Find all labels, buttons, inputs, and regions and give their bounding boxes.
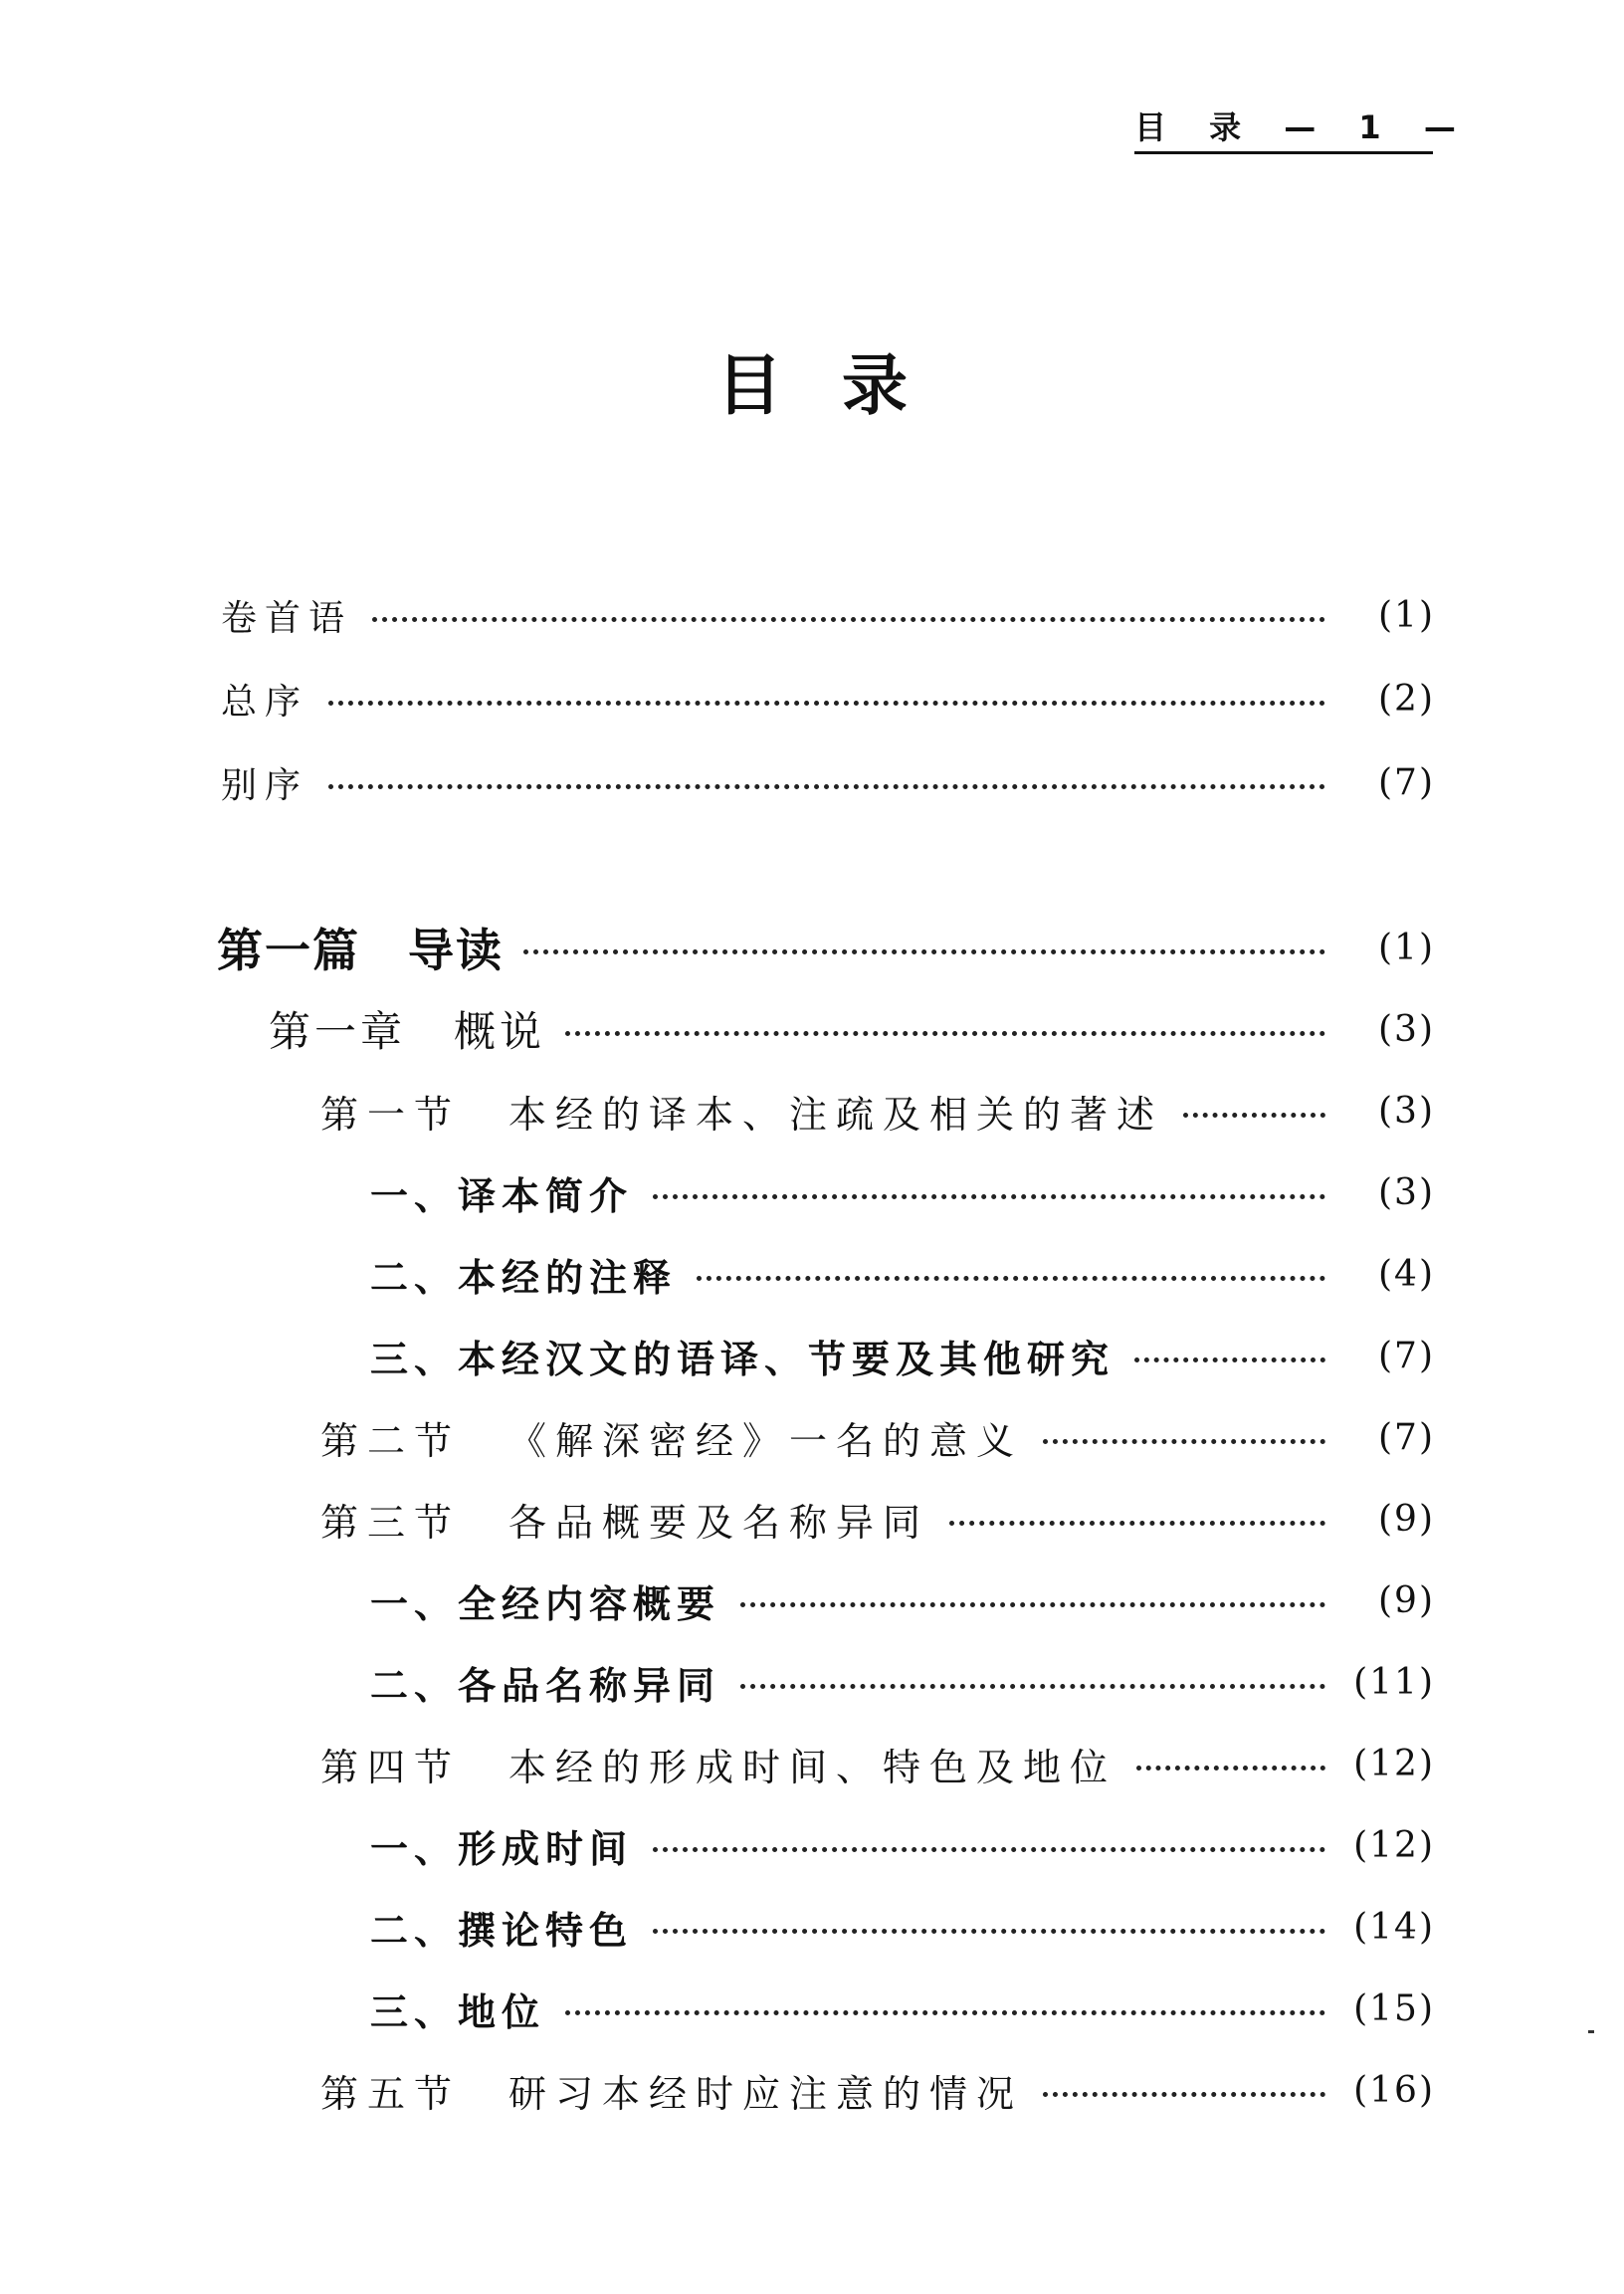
dot-leader	[328, 701, 1325, 706]
toc-page-number: (11)	[1353, 1661, 1435, 1703]
toc-page-number: (15)	[1353, 1987, 1435, 2029]
toc-page-number: (7)	[1378, 1416, 1435, 1458]
toc-entry-label: 二、撰论特色	[370, 1907, 634, 1953]
toc-entry-label: 卷首语	[221, 597, 353, 639]
toc-page-number: (2)	[1378, 678, 1435, 720]
toc-page-number: (16)	[1353, 2069, 1435, 2111]
section-number: 第一节	[320, 1092, 462, 1137]
dot-leader	[328, 784, 1325, 789]
toc-page-number: (7)	[1378, 761, 1435, 803]
toc-entry-subsection[interactable]	[370, 1570, 1435, 1630]
toc-page-number: (9)	[1378, 1579, 1435, 1621]
toc-entry-label	[320, 1410, 1023, 1465]
section-name: 研习本经时应注意的情况	[508, 2071, 1024, 2116]
dot-leader	[565, 1031, 1325, 1036]
toc-entry-subsection[interactable]	[370, 1652, 1435, 1712]
dot-leader	[565, 2010, 1325, 2015]
toc-entry-label: 一、译本简介	[370, 1172, 634, 1218]
toc-entry-section-2[interactable]	[320, 1407, 1435, 1467]
toc-page-number: (4)	[1378, 1253, 1435, 1295]
toc-entry-label	[320, 1737, 1116, 1791]
scan-speck	[1588, 2030, 1594, 2033]
section-name: 《解深密经》一名的意义	[508, 1418, 1024, 1463]
section-name: 本经的形成时间、特色及地位	[508, 1745, 1117, 1789]
section-number: 第五节	[320, 2071, 462, 2116]
toc-entry-part-1[interactable]	[217, 918, 1435, 977]
dot-leader	[1043, 2092, 1325, 2097]
dot-leader	[740, 1602, 1325, 1607]
toc-entry-label: 一、形成时间	[370, 1825, 634, 1871]
toc-page-number: (3)	[1378, 1171, 1435, 1213]
toc-page-number: (14)	[1353, 1906, 1435, 1948]
dot-leader	[1134, 1357, 1325, 1362]
toc-entry-label: 三、本经汉文的语译、节要及其他研究	[370, 1336, 1116, 1381]
toc-entry-subsection[interactable]	[370, 1979, 1435, 2038]
toc-entry-label	[269, 999, 545, 1059]
part-number: 第一篇	[217, 924, 360, 977]
dot-leader	[653, 1194, 1325, 1199]
toc-entry-subsection[interactable]	[370, 1897, 1435, 1957]
part-name: 导读	[408, 924, 504, 977]
toc-entry-section-4[interactable]	[320, 1734, 1435, 1793]
dot-leader	[653, 1847, 1325, 1852]
toc-entry-chapter-1[interactable]	[269, 999, 1435, 1059]
toc-entry-label	[217, 915, 504, 980]
toc-entry-subsection[interactable]	[370, 1815, 1435, 1875]
page-title: 目录	[716, 347, 967, 424]
dot-leader	[1136, 1766, 1325, 1771]
toc-page-number: (1)	[1378, 927, 1435, 968]
toc-page-number: (3)	[1378, 1090, 1435, 1132]
dot-leader	[1043, 1439, 1325, 1444]
toc-entry-label: 二、各品名称异同	[370, 1662, 721, 1708]
toc-entry-subsection[interactable]	[370, 1326, 1435, 1385]
toc-entry-section-1[interactable]	[320, 1081, 1435, 1141]
dot-leader	[740, 1684, 1325, 1689]
section-number: 第四节	[320, 1745, 462, 1789]
dot-leader	[1183, 1113, 1325, 1118]
toc-entry-section-3[interactable]	[320, 1489, 1435, 1549]
toc-entry-section-5[interactable]	[320, 2060, 1435, 2120]
chapter-name: 概说	[454, 1007, 546, 1056]
toc-entry-subsection[interactable]	[370, 1162, 1435, 1222]
dot-leader	[653, 1929, 1325, 1934]
section-number: 第二节	[320, 1418, 462, 1463]
toc-entry-subsection[interactable]	[370, 1244, 1435, 1304]
toc-entry-label: 别序	[221, 764, 309, 806]
section-name: 本经的译本、注疏及相关的著述	[508, 1092, 1164, 1137]
toc-entry-front-1[interactable]	[221, 585, 1435, 645]
dot-leader	[523, 949, 1325, 954]
toc-page-number: (7)	[1378, 1335, 1435, 1376]
dot-leader	[697, 1276, 1325, 1281]
section-number: 第三节	[320, 1500, 462, 1545]
toc-entry-label: 一、全经内容概要	[370, 1580, 721, 1626]
running-head: 目 录 — 1 —	[1134, 107, 1433, 154]
dot-leader	[372, 617, 1325, 622]
toc-entry-front-2[interactable]	[221, 669, 1435, 729]
toc-entry-label: 二、本经的注释	[370, 1254, 678, 1300]
chapter-number: 第一章	[269, 1007, 407, 1056]
dot-leader	[949, 1521, 1325, 1526]
toc-page-number: (9)	[1378, 1498, 1435, 1540]
toc-entry-label: 三、地位	[370, 1988, 546, 2034]
toc-entry-label	[320, 1492, 929, 1547]
toc-page-number: (12)	[1353, 1824, 1435, 1866]
toc-entry-label	[320, 2063, 1023, 2118]
toc-page-number: (1)	[1378, 594, 1435, 636]
toc-entry-front-3[interactable]	[221, 752, 1435, 812]
toc-page-number: (12)	[1353, 1743, 1435, 1784]
toc-entry-label: 总序	[221, 681, 309, 723]
toc-page-number: (3)	[1378, 1008, 1435, 1050]
toc-entry-label	[320, 1084, 1163, 1139]
section-name: 各品概要及名称异同	[508, 1500, 930, 1545]
